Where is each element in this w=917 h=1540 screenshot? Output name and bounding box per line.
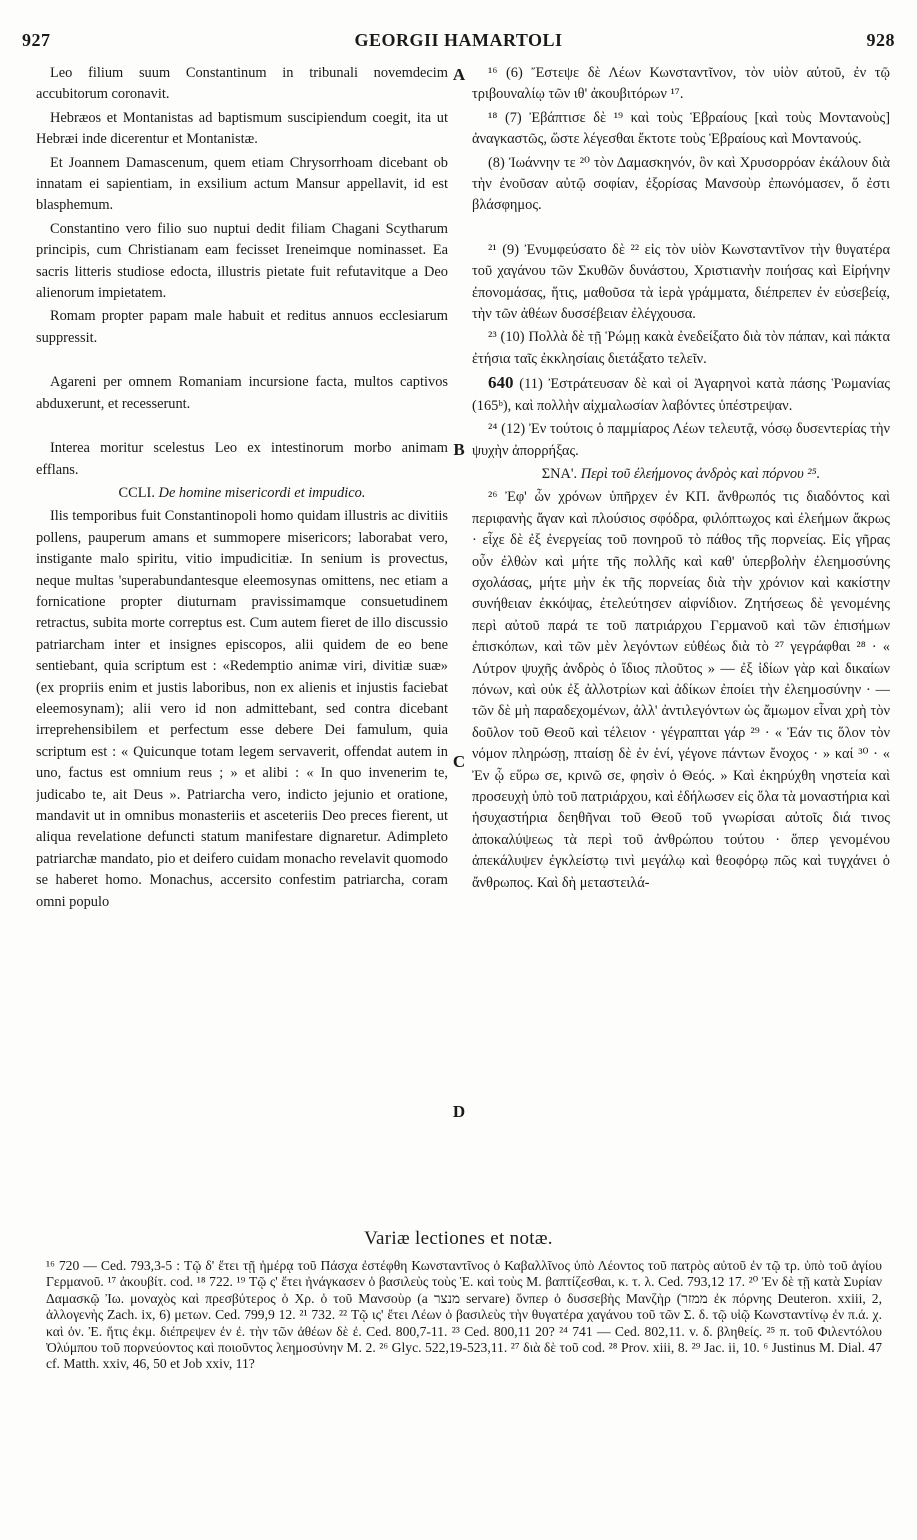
greek-column xyxy=(472,63,890,1203)
latin-column xyxy=(36,63,448,1203)
margin-mark-c: C xyxy=(452,752,466,771)
greek-paragraph: (8) Ἰωάννην τε ²⁰ τὸν Δαμασκηνόν, ὃν καὶ Χρυσορρόαν ἐκάλουν διὰ τὴν ἐνοῦσαν αὐτῷ σοφίαν, ἐξορίσας Μανσοὺρ ἐπωνόμασεν, ὅ ἐστι βλάσφημος. xyxy=(472,154,890,214)
running-title: GEORGII HAMARTOLI xyxy=(354,30,563,50)
margin-mark-a: A xyxy=(452,65,466,84)
greek-heading-title: Περὶ τοῦ ἐλεήμονος ἀνδρὸς καὶ πόρνου ²⁵. xyxy=(580,465,821,482)
greek-paragraph: ²⁶ Ἐφ' ὧν χρόνων ὑπῆρχεν ἐν ΚΠ. ἄνθρωπός τις διαδόντος καὶ περιφανὴς ἄγαν καὶ πλούσιος σφόδρα, φιλόπτωχος καὶ ἐλεήμων ἄκρως · εἶχε δὲ ἐξ ἐνεργείας τοῦ πονηροῦ τὸ πάθος τῆς πορνείας. Εἰς γῆρας οὖν ἐλθὼν καὶ μήτε τῆς πολλῆς καὶ καθ' ὑπερβολὴν ἐλεημοσύνης σχολάσας, μήτε μὴν ἐκ τῆς πορνείας διὰ τὴν χρόνιον καὶ κακίστην συνήθειαν ἐκκόψας, ἐτελεύτησεν αἰφνίδιον. Ζητήσεως δὲ γενομένης περὶ αὐτοῦ παρά τε τοῦ πατριάρχου Γερμανοῦ καὶ τῶν ἐπισήμων ἐπισκόπων, καὶ τῶν μὲν λεγόντων εὐθέως διὰ τὸ ²⁷ γεγράφθαι ²⁸ · « Λύτρον ψυχῆς ἀνδρὸς ὁ ἴδιος πλοῦτος » — ἐξ ἰδίων γὰρ καὶ δικαίων πόνων, καὶ οὐκ ἐξ ἀλλοτρίων καὶ ἀδίκων ἐποίει τὴν ἐλεημοσύνην · — τῶν δὲ μὴ παραδεχομένων, ἀλλ' ἀντιλεγόντων ὡς ἄμωμον εἶναι χρὴ τὸν δοῦλον τοῦ Θεοῦ καὶ τέλειον · γέγραπται γάρ ²⁹ · « Ἐάν τις ὅλον τὸν νόμον πληρώσῃ, πταίσῃ δὲ ἐν ἑνί, γέγονε πάντων ἔνοχος · » καί ³⁰ · « Ἐν ᾧ εὕρω σε, κρινῶ σε, φησὶν ὁ Θεός. » Καὶ ἐκηρύχθη νηστεία καὶ προσευχὴ ὑπὸ τοῦ πατριάρχου, καὶ ἐδήλωσεν εἰς ὅλα τὰ μοναστήρια καὶ ἡσυχαστήρια δεηθῆναι τοῦ Θεοῦ τοῦ γνωρίσαι αὐτοῖς διά τινος ἀποκαλύψεως τὰ περὶ τοῦ ἀνθρώπου τούτου · ὅπερ γενομένου ἀπεκάλυψεν ἐγκλείστῳ τινὶ μεγάλῳ καὶ θεοφόρῳ πῶς καὶ τυγχάνει ὁ ἄνθρωπος. Καὶ δὴ μεταστειλά- xyxy=(472,489,890,891)
page-header xyxy=(22,30,895,56)
latin-paragraph: Constantino vero filio suo nuptui dedit filiam Chagani Scytharum principis, cum Christianam eam fecisset Ireneimque nominasset. Ea sacris litteris studiose edocta, illustris pietate fuit refutavitque a Deo alienorum impietatem. xyxy=(36,220,448,302)
page-number-left: 927 xyxy=(22,30,51,50)
latin-paragraph: Et Joannem Damascenum, quem etiam Chrysorrhoam dicebant ob innatam ei sapientiam, in exsilium actum Mansur appellavit, id est blasphemum. xyxy=(36,154,448,214)
page-number-right: 928 xyxy=(866,30,895,50)
margin-mark-b: B xyxy=(453,440,465,459)
latin-section-heading xyxy=(36,483,448,504)
margin-mark-d: D xyxy=(452,1102,466,1121)
greek-paragraph: ¹⁸ (7) Ἐβάπτισε δὲ ¹⁹ καὶ τοὺς Ἑβραίους [καὶ τοὺς Μοντανοὺς] ἀναγκαστῶς, ὥστε λέγεσθαι ἔκτοτε τοὺς Ἑβραίους καὶ Μοντανούς. xyxy=(472,109,890,148)
latin-paragraph: Romam propter papam male habuit et reditus annuos ecclesiarum suppressit. xyxy=(36,308,448,346)
greek-paragraph-text: (11) Ἐστράτευσαν δὲ καὶ οἱ Ἀγαρηνοὶ κατὰ πάσης Ῥωμανίας (165ᵇ), καὶ πολλὴν αἰχμαλωσίαν λαβόντες ὑπέστρεψαν. xyxy=(472,376,890,414)
greek-paragraph: ¹⁶ (6) Ἔστεψε δὲ Λέων Κωνσταντῖνον, τὸν υἱὸν αὐτοῦ, ἐν τῷ τριβουναλίῳ τῶν ιθ' ἀκουβιτόρων ¹⁷. xyxy=(472,65,890,103)
greek-paragraph: ²⁴ (12) Ἐν τούτοις ὁ παμμίαρος Λέων τελευτᾷ, νόσῳ δυσεντερίας τὴν ψυχὴν ἀπορρήξας. xyxy=(472,421,890,459)
greek-paragraph: ²¹ (9) Ἐνυμφεύσατο δὲ ²² εἰς τὸν υἱὸν Κωνσταντῖνον τὴν θυγατέρα τοῦ χαγάνου τῶν Σκυθῶν δυνάστου, Χριστιανὴν ποιήσας καὶ Εἰρήνην ἐπονομάσας, ἥτις, μαθοῦσα τὰ ἱερὰ γράμματα, διέπρεπεν ἐν εὐσεβείᾳ, τὴν τῶν ἀθέων δυσσέβειαν ἐλέγχουσα. xyxy=(472,241,890,323)
latin-heading-title: De homine misericordi et impudico. xyxy=(158,484,366,501)
latin-paragraph: Interea moritur scelestus Leo ex intestinorum morbo animam efflans. xyxy=(36,440,448,478)
latin-paragraph: Leo filium suum Constantinum in tribunali novemdecim accubitorum coronavit. xyxy=(36,65,448,103)
greek-section-heading xyxy=(472,464,890,485)
notes-title: Variæ lectiones et notæ. xyxy=(364,1228,553,1249)
latin-paragraph: Ilis temporibus fuit Constantinopoli homo quidam illustris ac divitiis pollens, pauperum amans et summopere misericors; laborabat vero, instigante malo spiritu, vitio impudicitiæ. In senium is provectus, neque multas 'superabundantesque eleemosynas omittens, nec etiam a fornicatione propter diuturnam pravissimamque consuetudinem retractus, subita morte correptus est. Cum autem fieret de illo discussio patriarcham inter et insignes episcopos, alii quidem de eo bene sentiebant, quia scriptum est : «Redemptio animæ viri, divitiæ suæ» (ex propriis enim et justis laboribus, non ex alienis et injustis faciebat eleemosynam); alii vero id non admittebant, sed contra dicebant irreprehensibilem et perfectum esse debere Dei famulum, quia scriptum est : « Quicunque totam legem servaverit, offendat autem in uno, factus est omnium reus ; » et alibi : « In quo invenerim te, judicabo te, ait Deus ». Patriarcha vero, indicto jejunio et oratione, mandavit ut in omnibus monasteriis et asceteriis Deo preces fierent, ut aliqua revelatione defuncti statum manifestare dignaretur. Adimpleto patriarchæ mandato, pio et deifero cuidam monacho revelavit quomodo se haberet homo. Monachus, accersito confestim patriarcha, coram omni populo xyxy=(36,508,448,910)
latin-paragraph: Hebræos et Montanistas ad baptismum suscipiendum coegit, ita ut Hebræi inde dicerentur et Montanistæ. xyxy=(36,109,448,148)
margin-page-number: 640 xyxy=(488,373,514,393)
variant-notes xyxy=(46,1258,882,1373)
latin-paragraph: Agareni per omnem Romaniam incursione facta, multos captivos abduxerunt, et recesserunt. xyxy=(36,374,448,412)
greek-paragraph xyxy=(472,372,890,417)
greek-paragraph: ²³ (10) Πολλὰ δὲ τῇ Ῥώμῃ κακὰ ἐνεδείξατο διὰ τὸν πάπαν, καὶ πάκτα ἐτήσια ταῖς ἐκκλησίαις διετάξατο τελεῖν. xyxy=(472,329,890,367)
latin-heading-number: CCLI. xyxy=(118,484,155,501)
notes-text: ¹⁶ 720 — Ced. 793,3-5 : Τῷ δ' ἔτει τῇ ἡμέρᾳ τοῦ Πάσχα ἐστέφθη Κωνσταντῖνος ὁ Καβαλλῖνος ὑπὸ Λέοντος τοῦ πατρὸς αὐτοῦ ἐν τῷ τρ. ὑπὸ τοῦ ἁγίου Γερμανοῦ. ¹⁷ ἀκουβίτ. cod. ¹⁸ 722. ¹⁹ Τῷ ς' ἔτει ἠνάγκασεν ὁ βασιλεὺς τοὺς Ἑ. καὶ τοὺς Μ. βαπτίζεσθαι, κ. τ. λ. Ced. 793,12 17. ²⁰ Ἐν δὲ τῇ κατὰ Συρίαν Δαμασκῷ Ἰω. μοναχὸς καὶ πρεσβύτερος ὁ Χρ. ὁ τοῦ Μανσοὺρ (a מנצר servare) ὅνπερ ὁ δυσσεβὴς Μανζὴρ (ממזר ἐκ πόρνης Deuteron. xxiii, 2, ἀλλογενὴς Zach. ix, 6) μετων. Ced. 799,9 12. ²¹ 732. ²² Τῷ ις' ἔτει Λέων ὁ βασιλεὺς τὴν θυγατέρα χαγάνου τοῦ τῶν Σ. δ. τῷ υἱῷ Κωνσταντίνῳ ἐν π.ά. χ. καὶ ὀν. Ἐ. ἥτις ἐκμ. διέπρεψεν ἐν ἐ. τὴν τῶν ἀθέων δὲ ἐ. Ced. 800,7-11. ²³ Ced. 800,11 20? ²⁴ 741 — Ced. 802,11. v. δ. βληθείς. ²⁵ π. τοῦ Φιλεντόλου Ὀλύμπου τοῦ πορνεύοντος καὶ ποιοῦντος λεημοσύνην M. 2. ²⁶ Glyc. 522,19-523,11. ²⁷ διὰ δὲ τοῦ cod. ²⁸ Prov. xiii, 8. ²⁹ Jac. ii, 10. ⁶ Justinus M. Dial. 47 cf. Matth. xxiv, 46, 50 et Job xxiv, 11? xyxy=(46,1258,882,1372)
greek-heading-number: ΣΝΑ'. xyxy=(541,465,578,482)
